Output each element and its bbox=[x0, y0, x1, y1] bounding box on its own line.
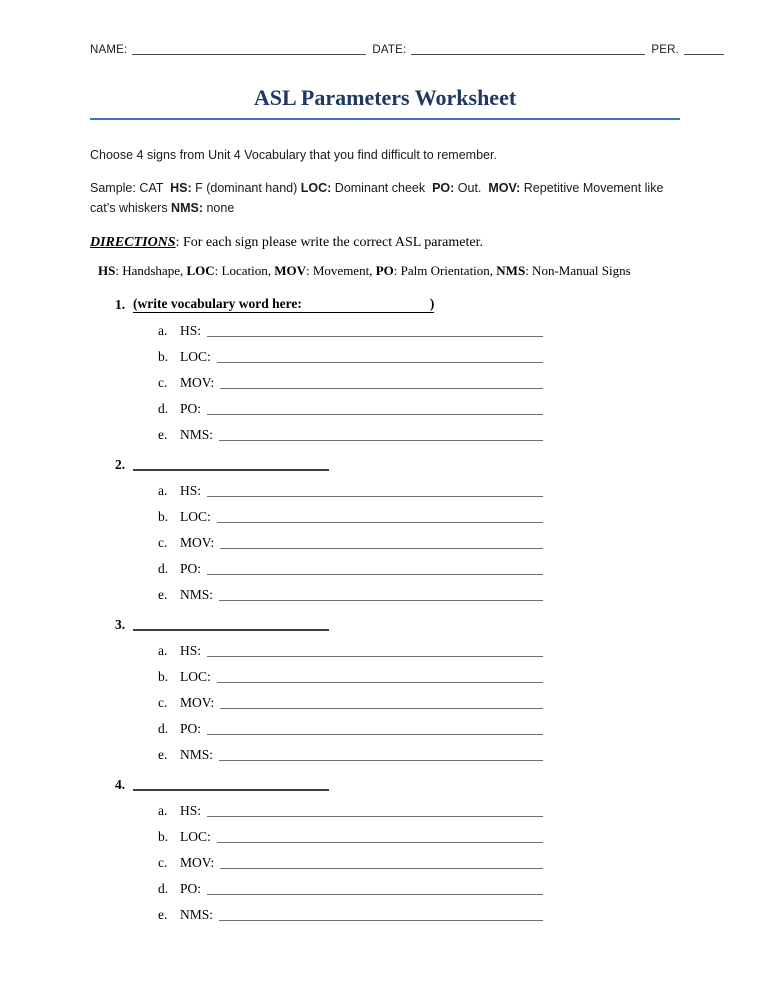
text-segment: Dominant cheek bbox=[331, 181, 433, 195]
field-label: NMS: bbox=[180, 587, 214, 602]
parameter-row bbox=[90, 659, 543, 685]
answer-line bbox=[207, 496, 543, 497]
item-number: 4. bbox=[115, 777, 126, 792]
answer-line bbox=[217, 362, 543, 363]
text-segment: : Movement, bbox=[306, 263, 376, 278]
text-segment: Sample: CAT bbox=[90, 181, 171, 195]
field-letter: c. bbox=[158, 535, 168, 550]
field-label: MOV: bbox=[180, 535, 215, 550]
parameter-row bbox=[90, 737, 543, 763]
field-letter: c. bbox=[158, 855, 168, 870]
parameter-row bbox=[90, 633, 543, 659]
text-segment: none bbox=[203, 201, 235, 215]
answer-line bbox=[207, 816, 543, 817]
item-heading-underlined bbox=[133, 296, 434, 313]
parameter-key bbox=[98, 263, 680, 279]
field-label: HS: bbox=[180, 483, 202, 498]
answer-line bbox=[220, 708, 543, 709]
answer-line bbox=[220, 868, 543, 869]
text-segment: : Handshape, bbox=[115, 263, 187, 278]
field-letter: a. bbox=[158, 803, 168, 818]
field-letter: b. bbox=[158, 669, 169, 684]
answer-line bbox=[207, 894, 543, 895]
field-letter: b. bbox=[158, 349, 169, 364]
text-segment: Out. bbox=[454, 181, 489, 195]
field-label: MOV: bbox=[180, 375, 215, 390]
item-number: 3. bbox=[115, 617, 126, 632]
field-label: NMS: bbox=[180, 747, 214, 762]
parameter-row bbox=[90, 339, 543, 365]
parameter-row bbox=[90, 473, 543, 499]
parameter-row bbox=[90, 711, 543, 737]
parameter-row bbox=[90, 897, 543, 923]
field-letter: e. bbox=[158, 747, 168, 762]
answer-line bbox=[207, 734, 543, 735]
field-label: MOV: bbox=[180, 855, 215, 870]
parameter-row bbox=[90, 365, 543, 391]
parameter-row bbox=[90, 685, 543, 711]
date-blank-line bbox=[411, 44, 645, 55]
answer-line bbox=[220, 548, 543, 549]
worksheet-item bbox=[90, 447, 680, 603]
item-heading-row bbox=[90, 607, 680, 633]
item-blank-line bbox=[133, 457, 329, 471]
parameter-row bbox=[90, 525, 543, 551]
worksheet-item bbox=[90, 767, 680, 923]
text-segment: NMS: bbox=[171, 201, 203, 215]
text-segment: MOV: bbox=[488, 181, 521, 195]
field-label: LOC: bbox=[180, 509, 211, 524]
answer-line bbox=[219, 440, 543, 441]
field-letter: a. bbox=[158, 643, 168, 658]
parameter-row bbox=[90, 313, 543, 339]
field-label: PO: bbox=[180, 401, 202, 416]
text-segment: PO: bbox=[432, 181, 455, 195]
field-label: HS: bbox=[180, 323, 202, 338]
field-label: HS: bbox=[180, 643, 202, 658]
text-segment: : Location, bbox=[214, 263, 275, 278]
page-title: ASL Parameters Worksheet bbox=[90, 85, 680, 120]
parameter-row bbox=[90, 819, 543, 845]
item-number: 2. bbox=[115, 457, 126, 472]
field-letter: d. bbox=[158, 881, 169, 896]
field-letter: a. bbox=[158, 323, 168, 338]
parameter-row bbox=[90, 391, 543, 417]
answer-line bbox=[219, 600, 543, 601]
field-label: PO: bbox=[180, 721, 202, 736]
field-letter: e. bbox=[158, 427, 168, 442]
parameter-row bbox=[90, 871, 543, 897]
parameter-row bbox=[90, 577, 543, 603]
text-segment: PO bbox=[375, 263, 394, 278]
field-label: LOC: bbox=[180, 829, 211, 844]
field-letter: e. bbox=[158, 587, 168, 602]
item-fields bbox=[90, 473, 680, 603]
period-label: PER. bbox=[651, 44, 679, 56]
name-label: NAME: bbox=[90, 44, 128, 56]
answer-line bbox=[207, 336, 543, 337]
field-letter: b. bbox=[158, 509, 169, 524]
parameter-row bbox=[90, 551, 543, 577]
sample-paragraph bbox=[90, 178, 680, 218]
text-segment: MOV bbox=[274, 263, 306, 278]
text-segment: : Palm Orientation, bbox=[393, 263, 497, 278]
intro-paragraph: Choose 4 signs from Unit 4 Vocabulary that you find difficult to remember. bbox=[90, 148, 497, 162]
field-letter: d. bbox=[158, 721, 169, 736]
text-segment: LOC bbox=[186, 263, 215, 278]
field-letter: d. bbox=[158, 561, 169, 576]
text-segment: HS: bbox=[170, 181, 192, 195]
name-blank-line bbox=[132, 44, 366, 55]
date-label: DATE: bbox=[372, 44, 407, 56]
items-list bbox=[90, 287, 680, 923]
text-segment: F (dominant hand) bbox=[191, 181, 301, 195]
header-row bbox=[90, 44, 724, 57]
worksheet-item bbox=[90, 287, 680, 443]
text-segment: HS bbox=[98, 263, 116, 278]
period-blank-line bbox=[684, 44, 724, 55]
field-letter: c. bbox=[158, 695, 168, 710]
answer-line bbox=[207, 574, 543, 575]
answer-line bbox=[219, 760, 543, 761]
answer-line bbox=[217, 522, 543, 523]
answer-line bbox=[220, 388, 543, 389]
answer-line bbox=[207, 414, 543, 415]
answer-line bbox=[207, 656, 543, 657]
item-heading-text: (write vocabulary word here: bbox=[133, 296, 302, 311]
field-label: MOV: bbox=[180, 695, 215, 710]
field-letter: c. bbox=[158, 375, 168, 390]
item-heading-close: ) bbox=[429, 296, 435, 311]
item-blank-line bbox=[133, 617, 329, 631]
text-segment: NMS bbox=[496, 263, 526, 278]
field-label: PO: bbox=[180, 881, 202, 896]
field-letter: e. bbox=[158, 907, 168, 922]
parameter-row bbox=[90, 845, 543, 871]
parameter-row bbox=[90, 417, 543, 443]
parameter-row bbox=[90, 793, 543, 819]
text-segment: : Non-Manual Signs bbox=[525, 263, 631, 278]
item-heading-row bbox=[90, 447, 680, 473]
text-segment: Repetitive Movement like cat’s whiskers bbox=[90, 181, 667, 215]
field-label: NMS: bbox=[180, 907, 214, 922]
text-segment: LOC: bbox=[300, 181, 332, 195]
answer-line bbox=[217, 682, 543, 683]
answer-line bbox=[219, 920, 543, 921]
item-fields bbox=[90, 313, 680, 443]
field-letter: b. bbox=[158, 829, 169, 844]
field-label: PO: bbox=[180, 561, 202, 576]
directions-paragraph bbox=[90, 235, 680, 251]
directions-label: DIRECTIONS bbox=[90, 235, 176, 250]
field-label: LOC: bbox=[180, 349, 211, 364]
item-fields bbox=[90, 633, 680, 763]
parameter-row bbox=[90, 499, 543, 525]
item-fields bbox=[90, 793, 680, 923]
field-letter: a. bbox=[158, 483, 168, 498]
worksheet-item bbox=[90, 607, 680, 763]
item-heading-row bbox=[90, 767, 680, 793]
field-label: LOC: bbox=[180, 669, 211, 684]
item-blank-line bbox=[133, 777, 329, 791]
field-label: NMS: bbox=[180, 427, 214, 442]
field-label: HS: bbox=[180, 803, 202, 818]
item-number: 1. bbox=[115, 297, 126, 312]
answer-line bbox=[217, 842, 543, 843]
directions-text: : For each sign please write the correct ASL parameter. bbox=[175, 235, 483, 250]
field-letter: d. bbox=[158, 401, 169, 416]
item-heading-row bbox=[90, 287, 680, 313]
